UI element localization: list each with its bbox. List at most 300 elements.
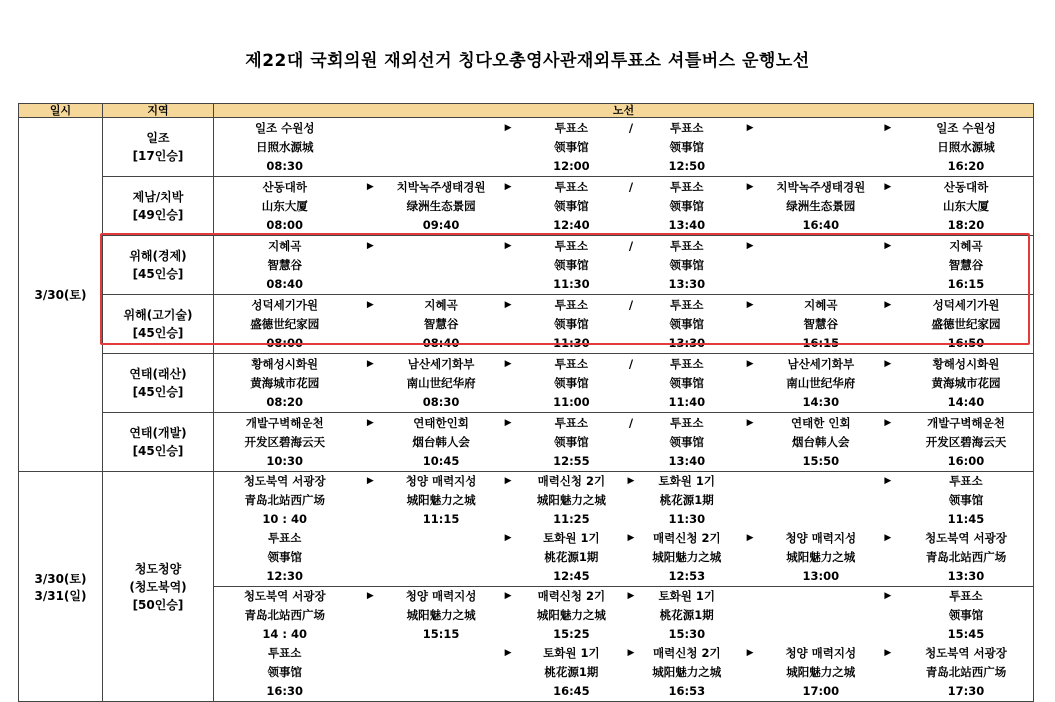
stop-name-zh: 领事馆 bbox=[554, 198, 589, 213]
stop-name-zh: 城阳魅力之城 bbox=[786, 665, 856, 679]
route-stop bbox=[519, 472, 623, 529]
stop-time: 12:50 bbox=[668, 158, 706, 173]
stop-name-ko: 황해성시화원 bbox=[251, 356, 319, 371]
arrow-right-icon: ▶ bbox=[746, 181, 754, 192]
stop-name-zh bbox=[765, 256, 877, 275]
stop-time: 11:30 bbox=[553, 276, 590, 291]
stop-name-ko: 청양 매력지성 bbox=[785, 531, 857, 545]
region-capacity: [45인승] bbox=[132, 385, 184, 399]
stop-name-ko: 산동대하 bbox=[262, 179, 307, 194]
stop-name-ko: 투표소 bbox=[554, 356, 589, 371]
stop-time: 16:40 bbox=[802, 217, 840, 232]
route-stop bbox=[765, 237, 877, 294]
stop-name-zh bbox=[765, 606, 877, 625]
stop-name-ko: 연태한인회 bbox=[413, 415, 469, 430]
stop-name-ko: 지혜곡 bbox=[268, 238, 302, 253]
stop-time: 08:00 bbox=[266, 217, 304, 232]
stop-name-zh: 智慧谷 bbox=[267, 257, 302, 272]
arrow-right-icon: ▶ bbox=[504, 181, 512, 192]
stop-name-zh: 城阳魅力之城 bbox=[652, 665, 722, 679]
route-stop bbox=[214, 296, 355, 353]
stop-name-ko bbox=[765, 119, 877, 138]
region-capacity: [45인승] bbox=[132, 326, 184, 340]
arrow-right-icon bbox=[355, 529, 385, 586]
stop-name-zh: 烟台韩人会 bbox=[792, 434, 850, 449]
stop-name-ko: 개발구벽해운천 bbox=[245, 415, 324, 430]
stop-time: 11:45 bbox=[947, 512, 985, 526]
date-cell: 3/30(토) bbox=[19, 118, 103, 472]
stop-time: 12:30 bbox=[266, 569, 304, 583]
stop-time: 12:40 bbox=[553, 217, 590, 232]
route-stop bbox=[638, 237, 735, 294]
region-capacity: [49인승] bbox=[132, 208, 184, 222]
stop-name-ko: 투표소 bbox=[554, 120, 589, 135]
region-capacity: [17인승] bbox=[132, 149, 184, 163]
stop-name-zh: 南山世纪华府 bbox=[406, 375, 476, 390]
arrow-right-icon: ▶ bbox=[884, 240, 892, 251]
route-stop bbox=[519, 644, 623, 701]
slash-separator: / bbox=[628, 238, 634, 253]
shuttle-schedule-table bbox=[18, 103, 1034, 702]
arrow-right-icon: ▶ bbox=[366, 417, 374, 428]
stop-time bbox=[385, 567, 497, 586]
stop-name-ko: 투표소 bbox=[554, 179, 589, 194]
stop-name-zh: 城阳魅力之城 bbox=[406, 493, 476, 507]
arrow-right-icon: ▶ bbox=[366, 358, 374, 369]
route-cell bbox=[214, 354, 1034, 413]
table-row bbox=[19, 295, 1034, 354]
route-stop bbox=[214, 237, 355, 294]
route-stop bbox=[638, 587, 735, 644]
region-name: 연태(래산) bbox=[129, 367, 187, 381]
stop-time: 08:30 bbox=[266, 158, 304, 173]
stop-name-zh: 青岛北站西广场 bbox=[244, 608, 325, 622]
arrow-right-icon: ▶ bbox=[504, 476, 512, 486]
route-cell bbox=[214, 472, 1034, 587]
stop-time: 13:30 bbox=[947, 569, 985, 583]
stop-time: 16:50 bbox=[947, 335, 985, 350]
region-cell bbox=[103, 354, 214, 413]
stop-name-ko bbox=[765, 237, 877, 256]
stop-name-zh: 领事馆 bbox=[554, 316, 589, 331]
stop-name-ko: 일조 수원성 bbox=[936, 120, 996, 135]
stop-name-ko: 투표소 bbox=[670, 120, 704, 135]
route-stop bbox=[899, 355, 1033, 412]
stop-time: 13:30 bbox=[668, 276, 706, 291]
stop-name-ko: 청도북역 서광장 bbox=[925, 531, 1007, 545]
route-stop bbox=[899, 529, 1033, 586]
stop-name-ko: 성덕세기가원 bbox=[251, 297, 319, 312]
stop-time: 12:53 bbox=[668, 569, 706, 583]
route-stop bbox=[519, 587, 623, 644]
stop-name-ko: 지혜곡 bbox=[949, 238, 983, 253]
arrow-right-icon bbox=[735, 587, 765, 644]
stop-time: 11:40 bbox=[668, 394, 706, 409]
stop-time: 16:00 bbox=[947, 453, 985, 468]
route-stop bbox=[899, 644, 1033, 701]
route-cell bbox=[214, 177, 1034, 236]
stop-name-zh: 山东大厦 bbox=[942, 198, 989, 213]
route-stop bbox=[385, 587, 497, 644]
route-stop bbox=[214, 472, 355, 529]
stop-time bbox=[385, 275, 497, 294]
arrow-right-icon: ▶ bbox=[746, 299, 754, 310]
stop-name-ko: 토화원 1기 bbox=[658, 474, 715, 488]
route-stop bbox=[638, 178, 735, 235]
arrow-right-icon: ▶ bbox=[884, 122, 892, 133]
stop-name-zh: 烟台韩人会 bbox=[412, 434, 470, 449]
stop-name-ko: 토화원 1기 bbox=[658, 589, 715, 603]
route-stop bbox=[765, 472, 877, 529]
stop-time: 10:30 bbox=[266, 453, 304, 468]
stop-name-ko: 투표소 bbox=[268, 531, 302, 545]
arrow-right-icon: ▶ bbox=[884, 358, 892, 369]
stop-time: 10:45 bbox=[422, 453, 460, 468]
route-stops bbox=[214, 119, 1033, 176]
arrow-right-icon: ▶ bbox=[504, 417, 512, 428]
arrow-right-icon: ▶ bbox=[504, 533, 512, 543]
stop-time: 17:30 bbox=[947, 684, 985, 698]
table-header-row bbox=[19, 104, 1034, 118]
slash-separator: / bbox=[628, 120, 634, 135]
arrow-right-icon: ▶ bbox=[884, 476, 892, 486]
route-stops bbox=[214, 529, 1033, 586]
stop-name-ko: 투표소 bbox=[949, 474, 983, 488]
stop-time: 12:00 bbox=[553, 158, 590, 173]
stop-time: 16:53 bbox=[668, 684, 706, 698]
route-stop bbox=[638, 355, 735, 412]
table-row bbox=[19, 236, 1034, 295]
stop-time: 18:20 bbox=[947, 217, 985, 232]
slash-separator: / bbox=[628, 297, 634, 312]
route-stop bbox=[765, 178, 877, 235]
arrow-right-icon: ▶ bbox=[884, 417, 892, 428]
date-cell bbox=[19, 472, 103, 702]
stop-name-ko: 산동대하 bbox=[943, 179, 989, 194]
route-stop bbox=[519, 178, 623, 235]
route-stop bbox=[899, 587, 1033, 644]
arrow-right-icon: ▶ bbox=[504, 299, 512, 310]
route-stop bbox=[214, 529, 355, 586]
stop-name-zh: 青岛北站西广场 bbox=[244, 493, 325, 507]
stop-name-zh: 城阳魅力之城 bbox=[536, 608, 606, 622]
stop-name-ko: 투표소 bbox=[670, 238, 704, 253]
region-cell bbox=[103, 177, 214, 236]
stop-name-ko: 매력신청 2기 bbox=[653, 531, 721, 545]
stop-name-zh: 领事馆 bbox=[554, 257, 589, 272]
stop-time: 13:00 bbox=[802, 569, 840, 583]
stop-name-ko: 성덕세기가원 bbox=[932, 297, 1000, 312]
stop-time: 16:15 bbox=[802, 335, 840, 350]
route-stop bbox=[899, 296, 1033, 353]
route-stops bbox=[214, 644, 1033, 701]
slash-separator: / bbox=[628, 356, 634, 371]
stop-name-ko: 일조 수원성 bbox=[254, 120, 315, 135]
route-cell bbox=[214, 413, 1034, 472]
route-stops bbox=[214, 237, 1033, 294]
route-stop bbox=[765, 644, 877, 701]
region-name: 청도청양 bbox=[134, 561, 182, 576]
stop-name-zh: 领事馆 bbox=[554, 375, 589, 390]
stop-name-zh bbox=[385, 138, 497, 157]
stop-name-ko: 투표소 bbox=[949, 589, 983, 603]
region-cell bbox=[103, 472, 214, 702]
arrow-right-icon: ▶ bbox=[746, 358, 754, 369]
table-row bbox=[19, 413, 1034, 472]
route-cell bbox=[214, 118, 1034, 177]
stop-name-zh: 领事馆 bbox=[267, 550, 302, 564]
route-stop bbox=[899, 472, 1033, 529]
stop-name-zh: 智慧谷 bbox=[423, 316, 459, 331]
route-stop bbox=[519, 119, 623, 176]
stop-time: 08:20 bbox=[266, 394, 304, 409]
stop-name-ko: 남산세기화부 bbox=[787, 356, 855, 371]
route-stop bbox=[899, 119, 1033, 176]
stop-name-ko: 개발구벽해운천 bbox=[927, 415, 1005, 430]
stop-name-ko: 투표소 bbox=[670, 297, 704, 312]
stop-time bbox=[765, 275, 877, 294]
stop-name-ko: 투표소 bbox=[670, 356, 704, 371]
stop-time: 11:25 bbox=[553, 512, 590, 526]
route-stop bbox=[765, 296, 877, 353]
arrow-right-icon: ▶ bbox=[884, 181, 892, 192]
region-cell bbox=[103, 413, 214, 472]
route-stops bbox=[214, 178, 1033, 235]
stop-name-ko bbox=[385, 529, 497, 548]
arrow-right-icon: ▶ bbox=[366, 476, 374, 486]
region-name: (청도북역) bbox=[129, 579, 187, 594]
stop-name-zh: 领事馆 bbox=[669, 316, 705, 331]
stop-time: 17:00 bbox=[802, 684, 840, 698]
stop-name-ko: 청도북역 서광장 bbox=[925, 646, 1007, 660]
stop-name-zh: 领事馆 bbox=[669, 375, 705, 390]
stop-time: 15:30 bbox=[668, 627, 706, 641]
stop-name-zh: 桃花源1期 bbox=[659, 493, 714, 507]
region-name: 일조 bbox=[146, 131, 170, 145]
stop-name-zh: 城阳魅力之城 bbox=[406, 608, 476, 622]
stop-time: 11:30 bbox=[668, 512, 706, 526]
stop-time: 14:30 bbox=[802, 394, 840, 409]
stop-name-zh: 城阳魅力之城 bbox=[786, 550, 856, 564]
stop-name-ko: 토화원 1기 bbox=[543, 646, 600, 660]
route-stop bbox=[214, 644, 355, 701]
stop-name-zh: 日照水源城 bbox=[255, 139, 314, 154]
region-name: 제남/치박 bbox=[132, 190, 184, 204]
stop-time: 16:45 bbox=[553, 684, 590, 698]
stop-name-zh: 开发区碧海云天 bbox=[925, 434, 1007, 449]
arrow-right-icon: ▶ bbox=[627, 533, 635, 543]
route-stops bbox=[214, 414, 1033, 471]
stop-name-ko: 치박녹주생태경원 bbox=[396, 179, 486, 194]
route-stops bbox=[214, 587, 1033, 644]
stop-time: 08:30 bbox=[422, 394, 460, 409]
stop-name-ko: 투표소 bbox=[268, 646, 302, 660]
stop-name-zh bbox=[765, 491, 877, 510]
route-stop bbox=[638, 644, 735, 701]
stop-name-ko: 남산세기화부 bbox=[407, 356, 475, 371]
stop-name-ko: 지혜곡 bbox=[804, 297, 838, 312]
stop-name-ko: 투표소 bbox=[554, 415, 589, 430]
arrow-right-icon: ▶ bbox=[746, 240, 754, 251]
region-cell bbox=[103, 118, 214, 177]
slash-separator: / bbox=[628, 415, 634, 430]
arrow-right-icon: ▶ bbox=[627, 591, 635, 601]
stop-name-ko: 지혜곡 bbox=[424, 297, 458, 312]
route-stops bbox=[214, 355, 1033, 412]
date-line: 3/31(일) bbox=[34, 588, 87, 603]
stop-name-ko: 투표소 bbox=[554, 238, 589, 253]
stop-time: 08:00 bbox=[266, 335, 304, 350]
stop-time: 10 : 40 bbox=[262, 512, 308, 526]
stop-name-zh: 领事馆 bbox=[948, 493, 984, 507]
stop-time: 15:50 bbox=[802, 453, 840, 468]
stop-name-zh: 领事馆 bbox=[669, 257, 705, 272]
stop-name-ko: 황해성시화원 bbox=[932, 356, 1000, 371]
stop-name-zh bbox=[385, 256, 497, 275]
region-name: 연태(개발) bbox=[129, 426, 187, 440]
stop-name-ko: 매력신청 2기 bbox=[537, 589, 606, 603]
route-cell bbox=[214, 587, 1034, 702]
route-stop bbox=[385, 414, 497, 471]
arrow-right-icon: ▶ bbox=[366, 299, 374, 310]
region-name: 위해(경제) bbox=[129, 249, 187, 263]
route-stop bbox=[519, 296, 623, 353]
stop-name-zh: 黄海城市花园 bbox=[250, 375, 320, 390]
stop-name-ko: 토화원 1기 bbox=[543, 531, 600, 545]
stop-name-zh: 青岛北站西广场 bbox=[925, 550, 1007, 564]
stop-name-ko bbox=[385, 119, 497, 138]
stop-time: 15:45 bbox=[947, 627, 985, 641]
arrow-right-icon bbox=[355, 644, 385, 701]
arrow-right-icon bbox=[735, 472, 765, 529]
arrow-right-icon: ▶ bbox=[884, 591, 892, 601]
stop-name-zh: 绿洲生态景园 bbox=[786, 198, 856, 213]
stop-name-zh: 领事馆 bbox=[554, 139, 589, 154]
route-stop bbox=[214, 355, 355, 412]
route-stop bbox=[385, 119, 497, 176]
arrow-right-icon: ▶ bbox=[627, 648, 635, 658]
stop-name-ko: 매력신청 2기 bbox=[537, 474, 606, 488]
stop-time: 14 : 40 bbox=[262, 627, 308, 641]
table-row bbox=[19, 118, 1034, 177]
region-cell bbox=[103, 236, 214, 295]
stop-name-zh: 领事馆 bbox=[669, 198, 705, 213]
route-stop bbox=[385, 472, 497, 529]
stop-name-ko: 청양 매력지성 bbox=[405, 589, 477, 603]
header-region: 지역 bbox=[103, 104, 214, 118]
stop-time: 16:30 bbox=[266, 684, 304, 698]
arrow-right-icon: ▶ bbox=[504, 648, 512, 658]
arrow-right-icon: ▶ bbox=[884, 299, 892, 310]
route-stop bbox=[214, 587, 355, 644]
stop-name-zh: 桃花源1期 bbox=[544, 550, 599, 564]
route-stop bbox=[638, 529, 735, 586]
region-capacity: [45인승] bbox=[132, 444, 184, 458]
stop-name-zh: 盛德世纪家园 bbox=[250, 316, 320, 331]
stop-time: 13:40 bbox=[668, 217, 706, 232]
stop-name-zh: 城阳魅力之城 bbox=[652, 550, 722, 564]
stop-name-zh bbox=[765, 138, 877, 157]
arrow-right-icon: ▶ bbox=[504, 122, 512, 133]
region-cell bbox=[103, 295, 214, 354]
arrow-right-icon: ▶ bbox=[366, 240, 374, 251]
arrow-right-icon: ▶ bbox=[504, 240, 512, 251]
stop-name-zh: 领事馆 bbox=[948, 608, 984, 622]
stop-name-zh: 智慧谷 bbox=[803, 316, 839, 331]
stop-time bbox=[385, 157, 497, 176]
stop-time: 14:40 bbox=[947, 394, 985, 409]
stop-name-ko: 청도북역 서광장 bbox=[243, 589, 326, 603]
stop-name-zh: 智慧谷 bbox=[948, 257, 984, 272]
stop-time: 11:15 bbox=[422, 512, 460, 526]
stop-name-ko: 투표소 bbox=[554, 297, 589, 312]
route-stop bbox=[765, 414, 877, 471]
stop-name-ko: 투표소 bbox=[670, 179, 704, 194]
arrow-right-icon: ▶ bbox=[746, 648, 754, 658]
stop-name-zh: 山东大厦 bbox=[261, 198, 308, 213]
table-row bbox=[19, 472, 1034, 587]
stop-time: 16:15 bbox=[947, 276, 985, 291]
stop-time: 12:55 bbox=[553, 453, 590, 468]
stop-time: 09:40 bbox=[422, 217, 460, 232]
stop-name-zh: 绿洲生态景园 bbox=[406, 198, 476, 213]
stop-name-ko: 치박녹주생태경원 bbox=[776, 179, 866, 194]
stop-name-ko: 투표소 bbox=[670, 415, 704, 430]
stop-time bbox=[765, 157, 877, 176]
stop-name-zh: 盛德世纪家园 bbox=[931, 316, 1001, 331]
arrow-right-icon: ▶ bbox=[627, 476, 635, 486]
arrow-right-icon: ▶ bbox=[504, 591, 512, 601]
stop-time: 08:40 bbox=[266, 276, 304, 291]
stop-name-ko bbox=[385, 237, 497, 256]
route-stop bbox=[765, 529, 877, 586]
header-route: 노선 bbox=[214, 104, 1034, 118]
stop-name-zh bbox=[385, 663, 497, 682]
route-stop bbox=[899, 178, 1033, 235]
stop-time: 15:25 bbox=[553, 627, 590, 641]
arrow-right-icon: ▶ bbox=[884, 533, 892, 543]
stop-time: 13:30 bbox=[668, 335, 706, 350]
stop-name-zh: 南山世纪华府 bbox=[786, 375, 856, 390]
table-row bbox=[19, 354, 1034, 413]
stop-time: 11:00 bbox=[553, 394, 590, 409]
route-stop bbox=[765, 355, 877, 412]
route-stop bbox=[385, 296, 497, 353]
stop-name-zh: 领事馆 bbox=[669, 434, 705, 449]
stop-name-zh: 城阳魅力之城 bbox=[536, 493, 606, 507]
stop-time: 12:45 bbox=[553, 569, 590, 583]
arrow-right-icon: ▶ bbox=[366, 591, 374, 601]
stop-name-zh: 青岛北站西广场 bbox=[925, 665, 1007, 679]
stop-name-ko bbox=[765, 472, 877, 491]
stop-name-zh: 开发区碧海云天 bbox=[244, 434, 325, 449]
route-stop bbox=[385, 178, 497, 235]
stop-name-ko: 청도북역 서광장 bbox=[243, 474, 326, 488]
arrow-right-icon: ▶ bbox=[746, 122, 754, 133]
stop-name-zh: 日照水源城 bbox=[937, 139, 995, 154]
route-stop bbox=[899, 414, 1033, 471]
arrow-right-icon: ▶ bbox=[366, 181, 374, 192]
stop-name-ko: 연태한 인회 bbox=[791, 415, 851, 430]
stop-name-zh bbox=[385, 548, 497, 567]
arrow-right-icon: ▶ bbox=[504, 358, 512, 369]
region-capacity: [50인승] bbox=[132, 597, 184, 612]
arrow-right-icon bbox=[355, 119, 385, 176]
route-stop bbox=[214, 178, 355, 235]
route-cell bbox=[214, 295, 1034, 354]
region-capacity: [45인승] bbox=[132, 267, 184, 281]
stop-name-zh: 黄海城市花园 bbox=[931, 375, 1001, 390]
